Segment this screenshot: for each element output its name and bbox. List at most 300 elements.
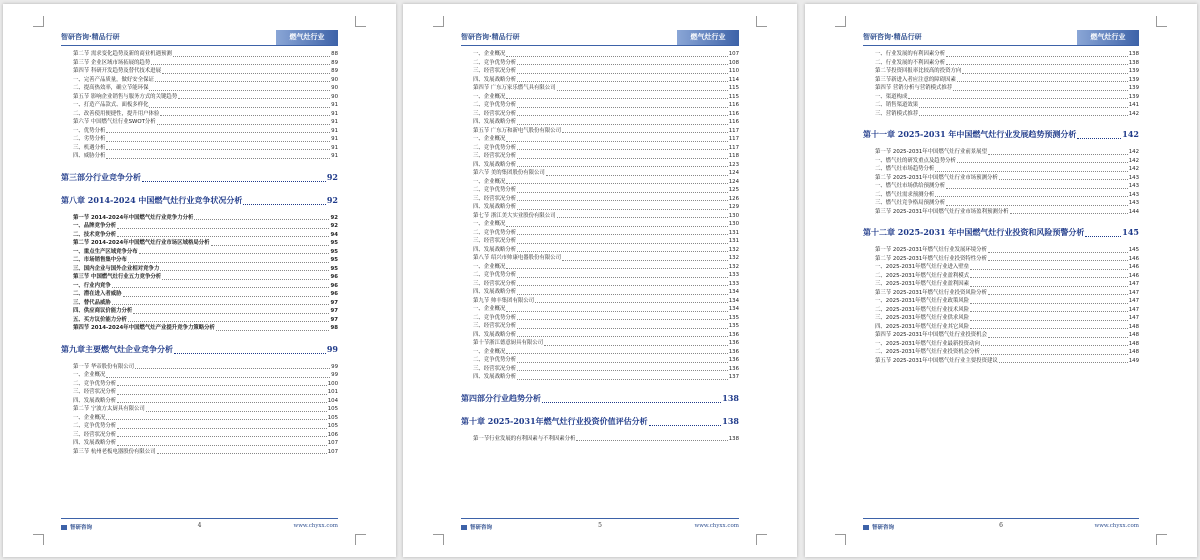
toc-entry[interactable] — [863, 165, 1139, 174]
toc-entry-title: 二、竞争优势分析 — [73, 423, 117, 429]
toc-entry[interactable] — [863, 314, 1139, 323]
toc-entry-title: 三、经营状况分析 — [473, 153, 517, 159]
toc-entry[interactable] — [61, 110, 338, 119]
toc-entry-page: 100 — [327, 380, 338, 387]
toc-entry-page: 97 — [330, 299, 338, 306]
toc-entry[interactable] — [61, 273, 338, 282]
toc-entry[interactable] — [461, 297, 739, 306]
toc-entry[interactable] — [863, 297, 1139, 306]
toc-leader-dots — [988, 336, 1128, 338]
toc-entry[interactable] — [863, 280, 1139, 289]
toc-entry-page: 105 — [327, 414, 338, 421]
toc-leader-dots — [557, 216, 728, 218]
toc-entry[interactable] — [863, 157, 1139, 166]
toc-entry[interactable] — [61, 101, 338, 110]
toc-leader-dots — [517, 72, 728, 74]
toc-leader-dots — [506, 267, 727, 269]
toc-leader-dots — [562, 131, 728, 133]
toc-leader-dots — [517, 378, 728, 380]
toc-entry-title: 四、发展战略分析 — [473, 374, 517, 380]
toc-entry[interactable] — [461, 101, 739, 110]
toc-entry-title: 第一节 2025-2031年中国燃气灶行业前景展望 — [875, 149, 987, 155]
toc-entry[interactable] — [61, 405, 338, 414]
toc-entry-title: 第一节行业发展的有利因素与不利因素分析 — [473, 435, 576, 442]
toc-leader-dots — [517, 242, 728, 244]
toc-entry-title: 三、经营状况分析 — [473, 323, 517, 329]
toc-entry-title: 第十一章 2025-2031 年中国燃气灶行业发展趋势预测分析 — [863, 129, 1077, 139]
toc-leader-dots — [517, 318, 728, 320]
toc-entry[interactable] — [461, 59, 739, 68]
footer-url[interactable]: www.chyxx.com — [293, 523, 338, 529]
toc-entry-page: 91 — [331, 153, 338, 159]
toc-entry[interactable] — [461, 237, 739, 246]
toc-entry[interactable] — [863, 182, 1139, 191]
toc-entry[interactable] — [61, 299, 338, 308]
toc-entry-title: 二、行业发展的不利因素分析 — [875, 59, 946, 66]
toc-entry[interactable] — [461, 246, 739, 255]
toc-entry[interactable] — [461, 373, 739, 382]
toc-entry[interactable] — [61, 118, 338, 127]
toc-entry-title: 第七节 浙江美大实业股份有限公司 — [473, 212, 556, 219]
toc-entry[interactable] — [61, 84, 338, 93]
toc-entry[interactable] — [461, 322, 739, 331]
toc-entry[interactable] — [863, 67, 1139, 76]
toc-entry[interactable] — [863, 255, 1139, 264]
toc-entry[interactable] — [863, 272, 1139, 281]
crop-mark — [33, 534, 44, 545]
toc-entry-title: 三、经营状况分析 — [473, 280, 517, 287]
toc-entry[interactable] — [61, 50, 338, 59]
toc-entry-title: 三、国内企业与国外企业相对竞争力 — [73, 265, 160, 272]
toc-leader-dots — [117, 444, 327, 446]
table-of-contents — [863, 50, 1139, 365]
toc-entry-page: 99 — [326, 343, 338, 354]
toc-entry-title: 二、改善使用便捷性，提升用户体验 — [73, 110, 160, 117]
toc-entry-page: 115 — [728, 93, 739, 100]
toc-entry[interactable] — [61, 422, 338, 431]
toc-entry[interactable] — [461, 365, 739, 374]
toc-entry-page: 136 — [728, 331, 739, 338]
header-rule — [461, 45, 739, 46]
toc-entry-page: 148 — [1128, 332, 1139, 338]
toc-leader-dots — [546, 174, 728, 176]
toc-entry[interactable] — [461, 178, 739, 187]
toc-entry-title: 四、发展战略分析 — [73, 397, 117, 404]
toc-entry-title: 三、经营状况分析 — [473, 68, 517, 74]
toc-entry[interactable] — [863, 331, 1139, 340]
toc-leader-dots — [517, 327, 728, 329]
toc-entry[interactable] — [61, 431, 338, 440]
toc-entry[interactable] — [61, 248, 338, 257]
toc-entry-title: 一、重点生产区域竞争分布 — [73, 248, 138, 255]
toc-entry-title: 一、渠道构成 — [875, 93, 908, 100]
toc-entry-page: 132 — [728, 246, 739, 253]
document-page-5 — [403, 4, 797, 557]
toc-entry-page: 116 — [728, 110, 739, 117]
toc-entry[interactable] — [61, 439, 338, 448]
toc-entry-page: 91 — [331, 102, 338, 108]
toc-entry-page: 129 — [728, 204, 739, 210]
toc-leader-dots — [117, 227, 329, 229]
toc-entry[interactable] — [61, 397, 338, 406]
toc-entry[interactable] — [863, 357, 1139, 366]
toc-entry[interactable] — [461, 348, 739, 357]
toc-entry-page: 115 — [728, 85, 739, 91]
toc-entry[interactable] — [461, 263, 739, 272]
toc-entry-page: 126 — [728, 195, 739, 202]
toc-entry[interactable] — [61, 371, 338, 380]
toc-leader-dots — [517, 361, 728, 363]
toc-entry[interactable] — [61, 231, 338, 240]
toc-leader-dots — [988, 251, 1128, 253]
toc-entry-title: 第二节 2025-2031年燃气灶行业投资特性分析 — [875, 255, 987, 262]
toc-entry-title: 一、2025-2031年燃气灶行业政策风险 — [875, 298, 970, 304]
toc-entry[interactable] — [61, 282, 338, 291]
toc-entry-page: 146 — [1128, 264, 1139, 270]
toc-leader-dots — [151, 63, 330, 65]
toc-entry[interactable] — [61, 388, 338, 397]
toc-entry[interactable] — [863, 289, 1139, 298]
toc-leader-dots — [162, 278, 329, 280]
toc-entry[interactable] — [61, 414, 338, 423]
toc-entry-title: 第一节 2014-2024年中国燃气灶行业竞争力分析 — [73, 214, 194, 221]
toc-entry-title: 二、燃气灶市场趋势分析 — [875, 166, 935, 172]
toc-entry[interactable] — [461, 76, 739, 85]
toc-entry[interactable] — [863, 84, 1139, 93]
toc-leader-dots — [935, 170, 1127, 172]
toc-entry[interactable] — [461, 195, 739, 204]
toc-entry[interactable] — [461, 152, 739, 161]
toc-entry-title: 一、优势分析 — [73, 127, 106, 134]
toc-entry-title: 五、买方议价能力分析 — [73, 316, 127, 323]
toc-leader-dots — [562, 259, 728, 261]
toc-heading[interactable] — [461, 391, 739, 405]
toc-entry[interactable] — [863, 199, 1139, 208]
toc-leader-dots — [946, 204, 1128, 206]
toc-entry-title: 三、营销模式推荐 — [875, 110, 919, 117]
toc-entry-page: 142 — [1128, 110, 1139, 117]
toc-entry[interactable] — [461, 67, 739, 76]
toc-leader-dots — [142, 180, 326, 182]
toc-leader-dots — [988, 153, 1128, 155]
header-brand: 智研咨询·精品行研 — [61, 33, 120, 41]
toc-entry-page: 144 — [1128, 208, 1139, 215]
footer-url[interactable]: www.chyxx.com — [694, 523, 739, 529]
toc-entry[interactable] — [863, 93, 1139, 102]
toc-entry[interactable] — [863, 306, 1139, 315]
toc-entry-page: 136 — [728, 357, 739, 363]
toc-entry[interactable] — [461, 135, 739, 144]
toc-entry[interactable] — [461, 169, 739, 178]
toc-entry-page: 146 — [1128, 255, 1139, 262]
toc-leader-dots — [988, 293, 1128, 295]
toc-entry[interactable] — [863, 110, 1139, 119]
toc-leader-dots — [517, 369, 728, 371]
toc-entry-title: 四、发展战略分析 — [473, 76, 517, 83]
toc-heading[interactable] — [863, 225, 1139, 239]
toc-entry-page: 134 — [728, 306, 739, 312]
toc-entry-page: 143 — [1128, 174, 1139, 181]
toc-entry-title: 第四节 2025-2031年中国燃气灶行业投资机会 — [875, 332, 987, 338]
toc-leader-dots — [517, 165, 728, 167]
toc-entry[interactable] — [461, 314, 739, 323]
toc-entry[interactable] — [61, 222, 338, 231]
toc-entry[interactable] — [863, 76, 1139, 85]
header-rule — [61, 45, 338, 46]
toc-leader-dots — [123, 295, 330, 297]
toc-entry[interactable] — [461, 331, 739, 340]
toc-entry[interactable] — [461, 93, 739, 102]
toc-leader-dots — [133, 312, 329, 314]
toc-entry[interactable] — [61, 152, 338, 161]
toc-entry[interactable] — [61, 93, 338, 102]
toc-leader-dots — [999, 178, 1128, 180]
toc-entry-title: 一、企业概况 — [473, 263, 506, 270]
toc-leader-dots — [106, 376, 330, 378]
toc-entry[interactable] — [461, 118, 739, 127]
toc-entry-page: 141 — [1128, 102, 1139, 108]
toc-entry-page: 97 — [330, 316, 338, 323]
toc-entry-title: 第八章 2014-2024 中国燃气灶行业竞争状况分析 — [61, 194, 243, 205]
toc-entry-title: 四、发展战略分析 — [473, 119, 517, 125]
toc-entry[interactable] — [61, 380, 338, 389]
toc-entry[interactable] — [461, 220, 739, 229]
toc-entry-page: 146 — [1128, 272, 1139, 279]
header-industry-tag: 燃气灶行业 — [276, 30, 338, 45]
crop-mark — [1156, 16, 1167, 27]
toc-entry-page: 131 — [728, 238, 739, 244]
toc-entry[interactable] — [461, 305, 739, 314]
toc-entry-page: 139 — [1128, 68, 1139, 74]
toc-entry-title: 一、行业发展的有利因素分析 — [875, 51, 946, 57]
toc-leader-dots — [957, 161, 1128, 163]
toc-entry-page: 92 — [326, 194, 338, 205]
toc-entry[interactable] — [461, 229, 739, 238]
toc-entry-title: 三、经营状况分析 — [73, 431, 117, 438]
toc-entry[interactable] — [863, 348, 1139, 357]
toc-leader-dots — [174, 352, 326, 354]
toc-leader-dots — [194, 218, 329, 220]
toc-entry-page: 138 — [722, 415, 739, 426]
toc-entry[interactable] — [61, 239, 338, 248]
toc-entry[interactable] — [461, 127, 739, 136]
toc-entry[interactable] — [61, 363, 338, 372]
toc-entry-page: 95 — [330, 257, 338, 263]
toc-heading[interactable] — [461, 414, 739, 428]
toc-heading[interactable] — [863, 127, 1139, 141]
toc-entry[interactable] — [461, 288, 739, 297]
toc-entry[interactable] — [863, 148, 1139, 157]
toc-entry[interactable] — [61, 127, 338, 136]
toc-entry[interactable] — [461, 110, 739, 119]
toc-entry-title: 二、竞争优势分析 — [473, 102, 517, 108]
toc-entry[interactable] — [863, 59, 1139, 68]
toc-entry[interactable] — [461, 435, 739, 444]
toc-leader-dots — [162, 72, 330, 74]
toc-entry[interactable] — [863, 246, 1139, 255]
toc-leader-dots — [517, 250, 728, 252]
toc-entry-page: 135 — [728, 323, 739, 329]
toc-leader-dots — [999, 361, 1128, 363]
toc-entry-title: 四、发展战略分析 — [473, 289, 517, 295]
toc-leader-dots — [981, 344, 1128, 346]
toc-entry-title: 四、威胁分析 — [73, 153, 106, 159]
toc-entry[interactable] — [461, 186, 739, 195]
toc-entry[interactable] — [61, 67, 338, 76]
toc-leader-dots — [506, 352, 727, 354]
toc-leader-dots — [506, 97, 727, 99]
toc-leader-dots — [128, 320, 330, 322]
toc-entry-page: 92 — [330, 223, 338, 229]
toc-entry[interactable] — [461, 84, 739, 93]
page-footer — [61, 518, 338, 531]
toc-entry[interactable] — [61, 135, 338, 144]
toc-entry-title: 第三节 杭州老板电器股份有限公司 — [73, 448, 156, 455]
toc-entry[interactable] — [461, 144, 739, 153]
toc-entry-page: 143 — [1128, 200, 1139, 206]
toc-entry-title: 四、发展战略分析 — [473, 204, 517, 210]
toc-entry[interactable] — [863, 174, 1139, 183]
toc-leader-dots — [935, 195, 1127, 197]
toc-entry-page: 94 — [330, 231, 338, 238]
toc-entry-title: 第五节 2025-2031年中国燃气灶行业主要投资建议 — [875, 357, 998, 364]
toc-entry[interactable] — [461, 339, 739, 348]
toc-leader-dots — [149, 106, 330, 108]
toc-entry-title: 第二节投资回报率比较高的投资方向 — [875, 68, 962, 74]
toc-heading[interactable] — [61, 170, 338, 184]
toc-entry-page: 138 — [722, 392, 739, 403]
toc-leader-dots — [517, 293, 728, 295]
toc-leader-dots — [517, 284, 728, 286]
toc-entry[interactable] — [863, 50, 1139, 59]
toc-entry-page: 142 — [1128, 157, 1139, 164]
page-number: 5 — [598, 522, 602, 529]
toc-entry[interactable] — [461, 356, 739, 365]
toc-entry[interactable] — [461, 254, 739, 263]
toc-leader-dots — [506, 182, 727, 184]
toc-entry-page: 134 — [728, 289, 739, 295]
toc-entry[interactable] — [461, 271, 739, 280]
toc-leader-dots — [243, 203, 325, 205]
toc-entry-title: 第二节 宁波方太厨具有限公司 — [73, 406, 145, 412]
toc-entry[interactable] — [863, 323, 1139, 332]
toc-entry[interactable] — [61, 448, 338, 457]
toc-entry[interactable] — [61, 307, 338, 316]
toc-entry[interactable] — [61, 59, 338, 68]
toc-entry[interactable] — [863, 340, 1139, 349]
toc-entry-page: 135 — [728, 314, 739, 321]
toc-entry[interactable] — [863, 263, 1139, 272]
toc-entry-title: 三、经营状况分析 — [473, 195, 517, 202]
toc-entry[interactable] — [863, 191, 1139, 200]
toc-leader-dots — [106, 148, 330, 150]
toc-entry-page: 89 — [331, 59, 338, 66]
toc-entry[interactable] — [61, 324, 338, 333]
toc-entry[interactable] — [863, 208, 1139, 217]
toc-entry[interactable] — [461, 280, 739, 289]
toc-entry[interactable] — [461, 50, 739, 59]
toc-leader-dots — [216, 329, 330, 331]
toc-entry-page: 90 — [331, 85, 338, 91]
toc-leader-dots — [157, 123, 330, 125]
toc-leader-dots — [117, 384, 327, 386]
toc-entry-page: 123 — [728, 161, 739, 168]
toc-leader-dots — [1010, 212, 1128, 214]
toc-entry[interactable] — [61, 265, 338, 274]
toc-entry[interactable] — [461, 203, 739, 212]
toc-entry-title: 四、发展战略分析 — [473, 161, 517, 168]
toc-leader-dots — [1077, 137, 1121, 139]
toc-entry[interactable] — [863, 101, 1139, 110]
toc-entry-page: 136 — [728, 365, 739, 372]
toc-entry[interactable] — [461, 212, 739, 221]
toc-entry-title: 一、企业概况 — [473, 178, 506, 185]
toc-entry-title: 三、燃气灶竞争格局预测分析 — [875, 200, 946, 206]
page-number: 6 — [999, 522, 1003, 529]
toc-entry-page: 99 — [331, 363, 338, 370]
toc-entry-page: 104 — [327, 397, 338, 404]
toc-entry-title: 二、2025-2031年燃气灶行业技术风险 — [875, 306, 970, 313]
toc-leader-dots — [517, 233, 728, 235]
header-brand: 智研咨询·精品行研 — [461, 33, 520, 41]
toc-leader-dots — [211, 244, 330, 246]
crop-mark — [33, 16, 44, 27]
toc-entry-page: 90 — [331, 93, 338, 100]
crop-mark — [1156, 534, 1167, 545]
toc-entry[interactable] — [61, 316, 338, 325]
toc-leader-dots — [576, 439, 727, 441]
toc-entry-title: 一、企业概况 — [73, 414, 106, 421]
toc-heading[interactable] — [61, 342, 338, 356]
toc-entry-title: 一、完善产品质量，做好安全保证 — [73, 76, 154, 83]
toc-entry-title: 二、劣势分析 — [73, 136, 106, 142]
toc-entry-page: 116 — [728, 102, 739, 108]
toc-entry-page: 117 — [728, 136, 739, 142]
toc-leader-dots — [173, 55, 330, 57]
toc-entry-page: 145 — [1128, 247, 1139, 253]
toc-entry[interactable] — [61, 76, 338, 85]
toc-entry-page: 147 — [1128, 281, 1139, 287]
toc-heading[interactable] — [61, 193, 338, 207]
toc-entry[interactable] — [61, 144, 338, 153]
toc-entry-page: 117 — [728, 144, 739, 151]
toc-leader-dots — [517, 106, 728, 108]
toc-entry-title: 二、竞争优势分析 — [73, 380, 117, 387]
toc-leader-dots — [946, 63, 1128, 65]
toc-entry[interactable] — [61, 290, 338, 299]
toc-entry-page: 95 — [330, 248, 338, 255]
toc-entry-title: 第十章 2025-2031年燃气灶行业投资价值评估分析 — [461, 415, 648, 426]
toc-leader-dots — [135, 367, 330, 369]
toc-entry-page: 132 — [728, 255, 739, 261]
toc-entry[interactable] — [61, 256, 338, 265]
toc-entry-title: 第九节 帅丰集团有限公司 — [473, 297, 535, 304]
toc-leader-dots — [106, 131, 330, 133]
toc-entry[interactable] — [61, 214, 338, 223]
toc-entry[interactable] — [461, 161, 739, 170]
footer-url[interactable]: www.chyxx.com — [1094, 523, 1139, 529]
toc-leader-dots — [970, 319, 1128, 321]
toc-leader-dots — [106, 140, 330, 142]
toc-leader-dots — [517, 63, 728, 65]
toc-leader-dots — [535, 301, 728, 303]
toc-entry-title: 一、品牌竞争分析 — [73, 223, 117, 229]
toc-entry-page: 137 — [728, 374, 739, 380]
toc-entry-page: 125 — [728, 187, 739, 193]
toc-leader-dots — [953, 89, 1128, 91]
toc-entry-title: 三、经营状况分析 — [473, 365, 517, 372]
toc-leader-dots — [517, 208, 728, 210]
